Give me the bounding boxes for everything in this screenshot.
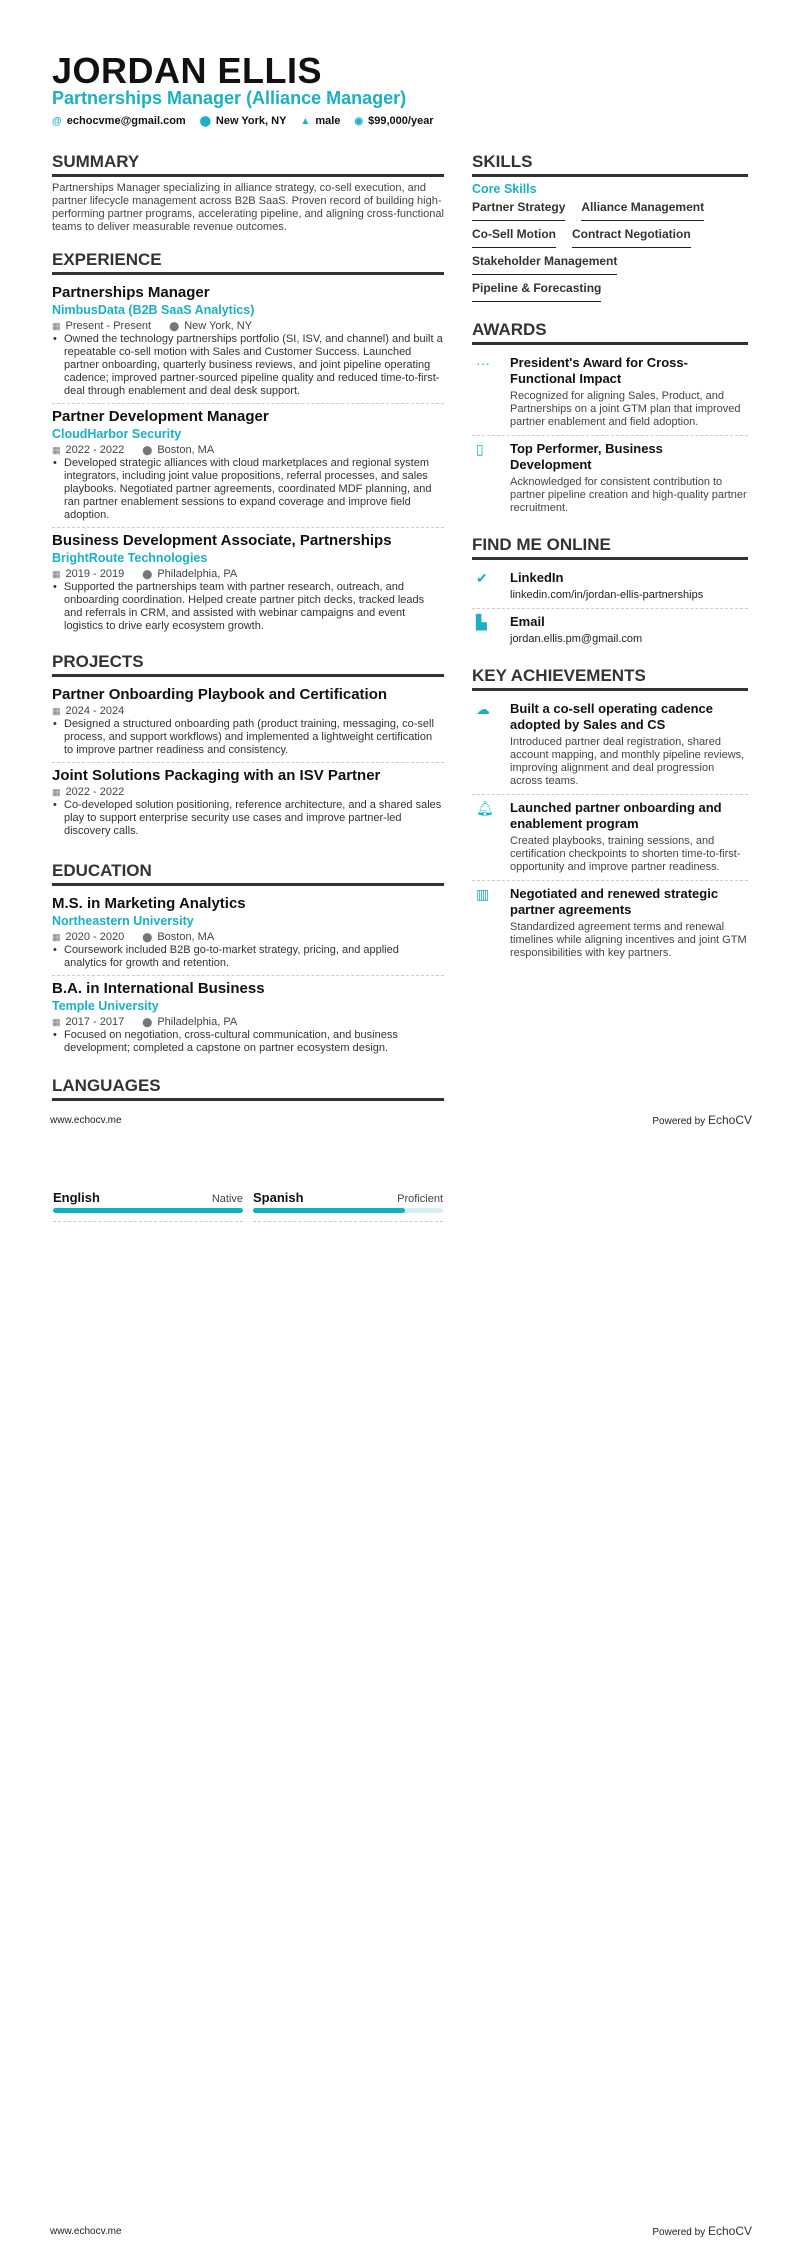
- language-level-fill: [253, 1208, 405, 1213]
- entry-location: Boston, MA: [157, 444, 215, 456]
- contact-location: ⬤ New York, NY: [199, 115, 287, 127]
- entry-title: Partner Onboarding Playbook and Certification: [52, 686, 388, 703]
- building-icon: ▥: [476, 886, 490, 902]
- entry-title: M.S. in Marketing Analytics: [52, 895, 246, 912]
- skill-tag: Partner Strategy: [472, 198, 565, 221]
- linkedin-link[interactable]: linkedin.com/in/jordan-ellis-partnerships: [510, 589, 704, 601]
- footer-powered: Powered by EchoCV: [652, 1113, 752, 1127]
- entry-bullet: • Owned the technology partnerships portfolio (SI, ISV, and channel) and built a repeatable co-sell motion with Sales and Customer Success. Launched partner onboarding, quarterly business reviews, and joint pipeline operating cadence; improved partner-sourced pipeline quality and reduced time-to-first-deal through enablement and deal desk support.: [52, 333, 444, 398]
- candidate-name: JORDAN ELLIS: [52, 50, 323, 91]
- entry-bullet: • Coursework included B2B go-to-market strategy, pricing, and applied analytics for growth and retention.: [52, 944, 444, 970]
- entry-company: CloudHarbor Security: [52, 427, 182, 441]
- project-entry: [52, 763, 444, 843]
- right-column: [472, 138, 748, 966]
- location-pin-icon: ⬤: [169, 321, 180, 331]
- skills-list: [472, 198, 748, 302]
- location-pin-icon: ⬤: [142, 932, 153, 942]
- calendar-icon: ▦: [52, 569, 61, 579]
- phone-icon: ▯: [476, 441, 484, 457]
- skills-heading: SKILLS: [472, 152, 748, 177]
- education-heading: EDUCATION: [52, 861, 444, 886]
- entry-dates: 2020 - 2020: [65, 931, 125, 943]
- skill-tag: Stakeholder Management: [472, 252, 617, 275]
- left-column: [52, 138, 444, 1106]
- awards-heading: AWARDS: [472, 320, 748, 345]
- summary-text: Partnerships Manager specializing in alliance strategy, co-sell execution, and partner lifecycle management across B2B SaaS. Proven record of building high-performing partner programs, accelerating pipeline, and aligning cross-functional teams to deliver measurable revenue outcomes.: [52, 182, 444, 233]
- entry-title: Joint Solutions Packaging with an ISV Partner: [52, 767, 381, 784]
- entry-title: Partner Development Manager: [52, 408, 269, 425]
- entry-title: B.A. in International Business: [52, 980, 265, 997]
- experience-entry: [52, 528, 444, 638]
- entry-school: Northeastern University: [52, 914, 194, 928]
- education-entry: [52, 891, 444, 976]
- entry-bullet: • Supported the partnerships team with partner research, outreach, and onboarding coordination. Helped create partner pitch decks, tracked leads and referrals in CRM, and assisted with webinar campaigns and event logistics to drive early ecosystem growth.: [52, 581, 444, 633]
- entry-dates: 2017 - 2017: [65, 1016, 125, 1028]
- online-item: ✔ LinkedIn linkedin.com/in/jordan-ellis-partnerships: [472, 565, 748, 609]
- entry-dates: 2024 - 2024: [65, 705, 125, 717]
- experience-entry: [52, 404, 444, 528]
- dots-icon: ···: [476, 355, 490, 371]
- entry-bullet: • Co-developed solution positioning, reference architecture, and a shared sales play to support enterprise security use cases and improve partner-led discovery calls.: [52, 799, 444, 838]
- calendar-icon: ▦: [52, 706, 61, 716]
- entry-school: Temple University: [52, 999, 159, 1013]
- award-item: ··· President's Award for Cross-Functional Impact Recognized for aligning Sales, Product, and Partnerships on a joint GTM plan that improved partner enablement and field adoption.: [472, 350, 748, 436]
- location-pin-icon: ⬤: [142, 445, 153, 455]
- entry-dates: 2019 - 2019: [65, 568, 125, 580]
- location-pin-icon: ⬤: [142, 569, 153, 579]
- contact-gender: ▲ male: [300, 115, 341, 127]
- calendar-icon: ▦: [52, 1017, 61, 1027]
- entry-dates: 2022 - 2022: [65, 786, 125, 798]
- entry-location: Philadelphia, PA: [157, 1016, 238, 1028]
- footer-site[interactable]: www.echocv.me: [50, 1115, 122, 1126]
- education-entry: [52, 976, 444, 1060]
- calendar-icon: ▦: [52, 321, 61, 331]
- location-pin-icon: ⬤: [142, 1017, 153, 1027]
- languages-heading: LANGUAGES: [52, 1076, 444, 1101]
- entry-location: Philadelphia, PA: [157, 568, 238, 580]
- calendar-icon: ▦: [52, 445, 61, 455]
- calendar-icon: ▦: [52, 932, 61, 942]
- language-level-fill: [53, 1208, 243, 1213]
- entry-location: Boston, MA: [157, 931, 215, 943]
- job-title: Partnerships Manager (Alliance Manager): [52, 88, 407, 108]
- money-icon: ◉: [354, 116, 364, 127]
- check-circle-icon: ✔: [476, 570, 488, 586]
- brand-logo: EchoCV: [707, 1113, 752, 1127]
- contact-email: @ echocvme@gmail.com: [52, 115, 186, 127]
- entry-company: NimbusData (B2B SaaS Analytics): [52, 303, 255, 317]
- location-pin-icon: ⬤: [199, 116, 211, 127]
- skill-tag: Contract Negotiation: [572, 225, 691, 248]
- entry-bullet: • Developed strategic alliances with cloud marketplaces and regional system integrators, including joint value propositions, referral processes, and sales playbooks. Negotiated partner agreements, coordinated MDF planning, and ran partner enablement sessions to expand coverage and improve field adoption.: [52, 457, 444, 522]
- entry-company: BrightRoute Technologies: [52, 551, 208, 565]
- online-item: ▙ Email jordan.ellis.pm@gmail.com: [472, 609, 748, 652]
- projects-heading: PROJECTS: [52, 652, 444, 677]
- summary-heading: SUMMARY: [52, 152, 444, 177]
- language-level-bar: [53, 1208, 243, 1213]
- experience-heading: EXPERIENCE: [52, 250, 444, 275]
- online-heading: FIND ME ONLINE: [472, 535, 748, 560]
- skill-tag: Co-Sell Motion: [472, 225, 556, 248]
- contact-bar: [52, 115, 434, 127]
- entry-location: New York, NY: [184, 320, 253, 332]
- person-icon: ▲: [300, 116, 311, 127]
- entry-title: Partnerships Manager: [52, 284, 210, 301]
- achievements-heading: KEY ACHIEVEMENTS: [472, 666, 748, 691]
- achievement-item: ☁ Built a co-sell operating cadence adopted by Sales and CS Introduced partner deal registration, shared account mapping, and monthly pipeline reviews, improving alignment and deal progression across teams.: [472, 696, 748, 795]
- entry-bullet: • Focused on negotiation, cross-cultural communication, and business development; completed a capstone on partner ecosystem design.: [52, 1029, 444, 1055]
- entry-dates: Present - Present: [65, 320, 152, 332]
- language-item: Spanish Proficient: [253, 1190, 443, 1222]
- footer-site[interactable]: www.echocv.me: [50, 2226, 122, 2237]
- brand-logo: EchoCV: [707, 2224, 752, 2238]
- entry-dates: 2022 - 2022: [65, 444, 125, 456]
- cloud-icon: ☁: [476, 701, 490, 717]
- project-entry: [52, 682, 444, 763]
- skill-tag: Pipeline & Forecasting: [472, 279, 601, 302]
- skill-tag: Alliance Management: [581, 198, 704, 221]
- skills-group-title: Core Skills: [472, 182, 537, 196]
- file-check-icon: ▙: [476, 614, 487, 630]
- entry-title: Business Development Associate, Partnerships: [52, 532, 392, 549]
- email-link[interactable]: jordan.ellis.pm@gmail.com: [510, 633, 643, 645]
- bell-icon: 🔔︎: [476, 800, 494, 816]
- calendar-icon: ▦: [52, 787, 61, 797]
- language-level-bar: [253, 1208, 443, 1213]
- experience-entry: [52, 280, 444, 404]
- achievement-item: 🔔︎ Launched partner onboarding and enablement program Created playbooks, training sessions, and certification checkpoints to shorten time-to-first-opportunity and improve partner readiness.: [472, 795, 748, 881]
- language-item: English Native: [53, 1190, 243, 1222]
- entry-bullet: • Designed a structured onboarding path (product training, messaging, co-sell process, and support workflows) and implemented a lightweight certification to improve partner readiness and consistency.: [52, 718, 444, 757]
- achievement-item: ▥ Negotiated and renewed strategic partner agreements Standardized agreement terms and renewal timelines while aligning incentives and joint GTM responsibilities with key partners.: [472, 881, 748, 966]
- footer-powered: Powered by EchoCV: [652, 2224, 752, 2238]
- award-item: ▯ Top Performer, Business Development Acknowledged for consistent contribution to partner pipeline creation and high-quality partner recruitment.: [472, 436, 748, 521]
- at-icon: @: [52, 116, 62, 127]
- contact-salary: ◉ $99,000/year: [354, 115, 434, 127]
